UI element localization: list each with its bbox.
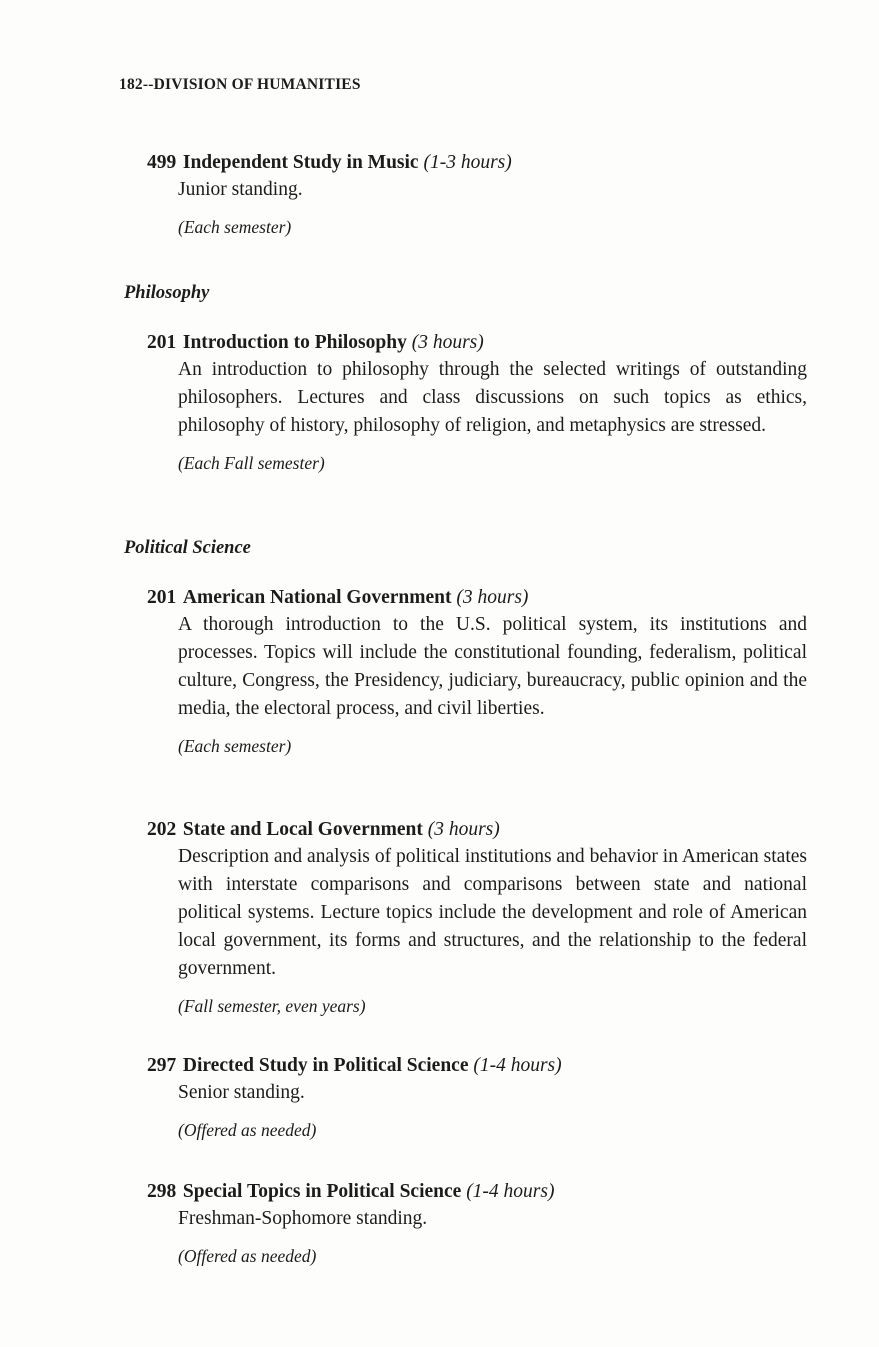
course-hours: (1-4 hours) — [473, 1055, 562, 1076]
course-description: A thorough introduction to the U.S. political system, its institutions and processes. Topics will include the constitutional founding, federalism, political culture, Congress, the Presidency, judiciary, bureaucracy, public opinion and the media, the electoral process, and civil liberties. — [178, 614, 807, 719]
course-name: Introduction to Philosophy — [182, 332, 407, 353]
course-hours: (3 hours) — [427, 819, 500, 840]
course-title — [147, 330, 807, 356]
course-title — [147, 817, 807, 843]
course-hours: (3 hours) — [456, 587, 529, 608]
course-number: 202 — [147, 819, 177, 840]
course-title — [147, 585, 807, 611]
course-political-science-298 — [147, 1179, 807, 1268]
course-description: An introduction to philosophy through the selected writings of outstanding philosophers. Lectures and class discussions on such topics as ethics, philosophy of history, philosophy of religion, and metaphysics are stressed. — [178, 359, 807, 436]
course-description: Junior standing. — [178, 179, 303, 200]
course-political-science-202 — [147, 817, 807, 1018]
section-heading-philosophy: Philosophy — [124, 283, 210, 303]
course-term: (Each semester) — [178, 217, 292, 237]
course-number: 201 — [147, 587, 177, 608]
course-term: (Offered as needed) — [178, 1120, 317, 1140]
course-political-science-297 — [147, 1053, 807, 1142]
course-term: (Each semester) — [178, 736, 292, 756]
course-number: 298 — [147, 1181, 177, 1202]
course-hours: (1-4 hours) — [466, 1181, 555, 1202]
course-term: (Each Fall semester) — [178, 453, 325, 473]
course-name: Directed Study in Political Science — [182, 1055, 469, 1076]
course-number: 499 — [147, 152, 177, 173]
course-hours: (1-3 hours) — [423, 152, 512, 173]
course-name: Independent Study in Music — [182, 152, 419, 173]
course-description: Senior standing. — [178, 1082, 305, 1103]
section-heading-political-science: Political Science — [124, 538, 251, 558]
course-title — [147, 1179, 807, 1205]
course-number: 201 — [147, 332, 177, 353]
course-title — [147, 150, 807, 176]
course-philosophy-201 — [147, 330, 807, 475]
course-term: (Offered as needed) — [178, 1246, 317, 1266]
course-name: American National Government — [182, 587, 452, 608]
course-number: 297 — [147, 1055, 177, 1076]
running-head: 182--DIVISION OF HUMANITIES — [119, 76, 361, 93]
course-description: Description and analysis of political institutions and behavior in American states with interstate comparisons and comparisons between state and national political systems. Lecture topics include the development and role of American local government, its forms and structures, and the relationship to the federal government. — [178, 846, 807, 979]
course-name: Special Topics in Political Science — [182, 1181, 462, 1202]
course-political-science-201 — [147, 585, 807, 758]
course-music-499 — [147, 150, 807, 239]
course-description: Freshman-Sophomore standing. — [178, 1208, 428, 1229]
course-title — [147, 1053, 807, 1079]
course-term: (Fall semester, even years) — [178, 996, 366, 1016]
course-name: State and Local Government — [182, 819, 423, 840]
course-hours: (3 hours) — [411, 332, 484, 353]
